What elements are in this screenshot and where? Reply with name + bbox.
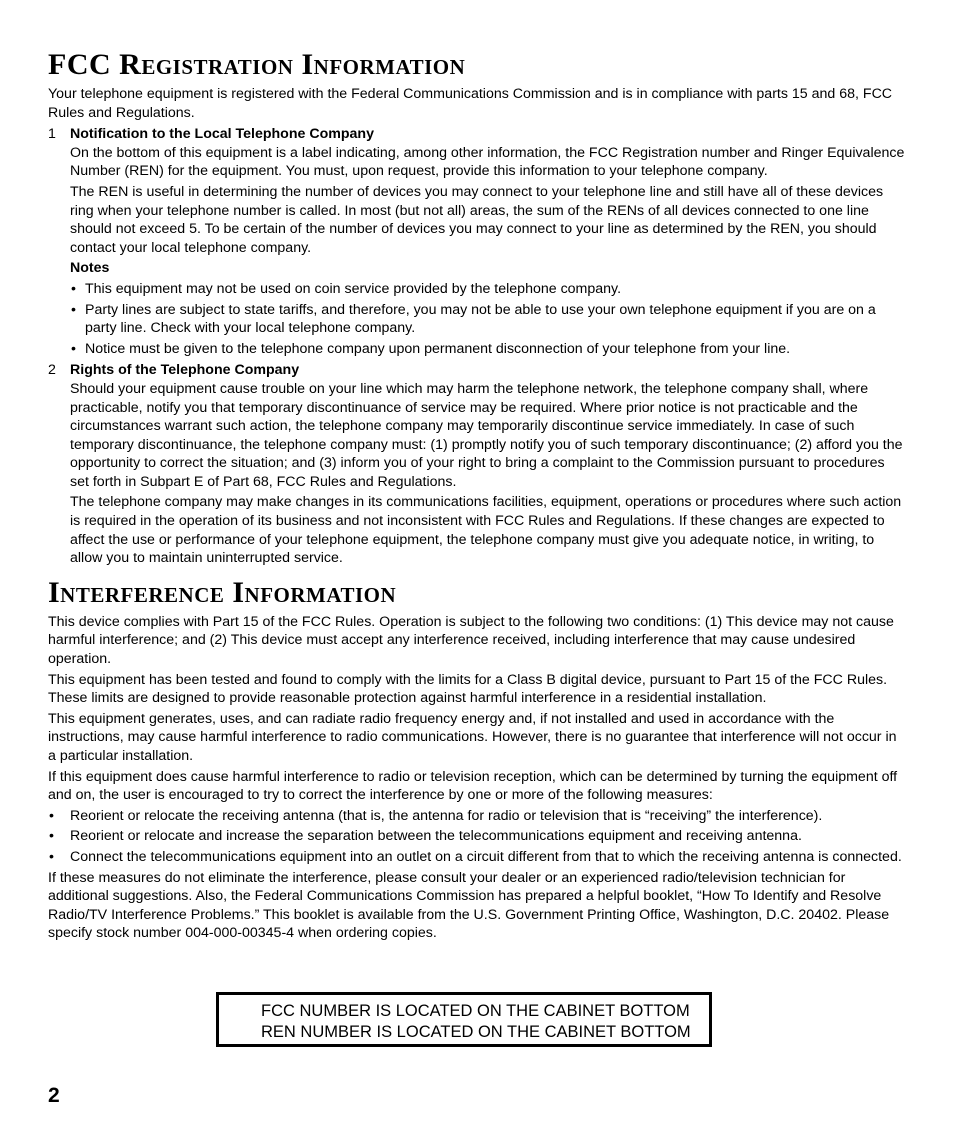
- list-item: • This equipment may not be used on coin service provided by the telephone company.: [70, 280, 906, 299]
- paragraph: Should your equipment cause trouble on your line which may harm the telephone network, the telephone company shall, where practicable, notify you that temporary discontinuance of service may be required. Where prior notice is not practicable and the circumstances warrant such action, the telephone company may temporarily discontinue service immediately. In case of such temporary discontinuance, the telephone company must: (1) promptly notify you of such temporary discontinuance; (2) afford you the opportunity to correct the situation; and (3) inform you of your right to bring a complaint to the Commission pursuant to procedures set forth in Subpart E of Part 68, FCC Rules and Regulations.: [70, 380, 903, 490]
- notice-line-fcc: FCC NUMBER IS LOCATED ON THE CABINET BOTTOM: [261, 1002, 690, 1020]
- item-number: 2: [48, 362, 56, 379]
- item-notification: [48, 125, 906, 358]
- section-heading-interference: [48, 576, 906, 610]
- paragraph: This equipment has been tested and found to comply with the limits for a Class B digital device, pursuant to Part 15 of the FCC Rules. These limits are designed to provide reasonable protection against harmful interference in a residential installation.: [48, 671, 888, 707]
- item-title: Rights of the Telephone Company: [70, 362, 300, 379]
- paragraph: The REN is useful in determining the number of devices you may connect to your telephone line and still have all of these devices ring when your telephone number is called. In most (but not all) areas, the sum of the RENs of all devices connected to one line should not exceed 5. To be certain of the number of devices you may connect to your line as determined by the REN, you should contact your local telephone company.: [70, 183, 884, 256]
- notice-line-ren: REN NUMBER IS LOCATED ON THE CABINET BOTTOM: [261, 1023, 691, 1041]
- list-item: • Party lines are subject to state tariffs, and therefore, you may not be able to use your own telephone equipment if you are on a party line. Check with your local telephone company.: [70, 301, 906, 338]
- list-item: • Connect the telecommunications equipment into an outlet on a circuit different from that to which the receiving antenna is connected.: [48, 848, 906, 867]
- notes-list: [70, 280, 906, 358]
- section-heading-fcc-registration: [48, 48, 906, 82]
- notes-label: Notes: [70, 260, 110, 277]
- item-title: Notification to the Local Telephone Company: [70, 126, 374, 143]
- intro-paragraph: Your telephone equipment is registered with the Federal Communications Commission and is in compliance with parts 15 and 68, FCC Rules and Regulations.: [48, 86, 893, 121]
- fcc-notice-box: [217, 993, 711, 1046]
- paragraph: This equipment generates, uses, and can radiate radio frequency energy and, if not installed and used in accordance with the instructions, may cause harmful interference to radio communications. However, there is no guarantee that interference will not occur in a particular installation.: [48, 710, 897, 764]
- list-item: • Reorient or relocate the receiving antenna (that is, the antenna for radio or television that is “receiving” the interference).: [48, 807, 906, 826]
- heading-interference-information: Interference Information: [48, 575, 397, 609]
- measures-list: [48, 807, 906, 867]
- page-content: [48, 48, 906, 945]
- paragraph: If this equipment does cause harmful interference to radio or television reception, which can be determined by turning the equipment off and on, the user is encouraged to try to correct the interference by one or more of the following measures:: [48, 768, 898, 804]
- item-number: 1: [48, 126, 56, 143]
- list-item: • Notice must be given to the telephone company upon permanent disconnection of your telephone from your line.: [70, 340, 906, 359]
- heading-fcc-abbrev: FCC: [48, 48, 112, 81]
- paragraph: On the bottom of this equipment is a label indicating, among other information, the FCC Registration number and Ringer Equivalence Number (REN) for the equipment. You must, upon request, provide this information to your telephone company.: [70, 144, 905, 180]
- heading-registration-information: Registration Information: [111, 48, 466, 81]
- closing-paragraph: If these measures do not eliminate the interference, please consult your dealer or an experienced radio/television technician for additional suggestions. Also, the Federal Communications Commission has prepared a helpful booklet, “How To Identify and Resolve Radio/TV Interference Problems.” This booklet is available from the U.S. Government Printing Office, Washington, D.C. 20402. Please specify stock number 004-000-00345-4 when ordering copies.: [48, 869, 890, 942]
- item-rights: [48, 361, 906, 568]
- page-number: 2: [48, 1084, 60, 1107]
- list-item: • Reorient or relocate and increase the separation between the telecommunications equipment and receiving antenna.: [48, 827, 906, 846]
- paragraph: The telephone company may make changes in its communications facilities, equipment, operations or procedures where such action is required in the operation of its business and not inconsistent with FCC Rules and Regulations. If these changes are expected to affect the use or performance of your telephone equipment, the telephone company must give you adequate notice, in writing, to allow you to maintain uninterrupted service.: [70, 494, 902, 567]
- paragraph: This device complies with Part 15 of the FCC Rules. Operation is subject to the following two conditions: (1) This device may not cause harmful interference; and (2) This device must accept any interference received, including interference that may cause undesired operation.: [48, 613, 894, 668]
